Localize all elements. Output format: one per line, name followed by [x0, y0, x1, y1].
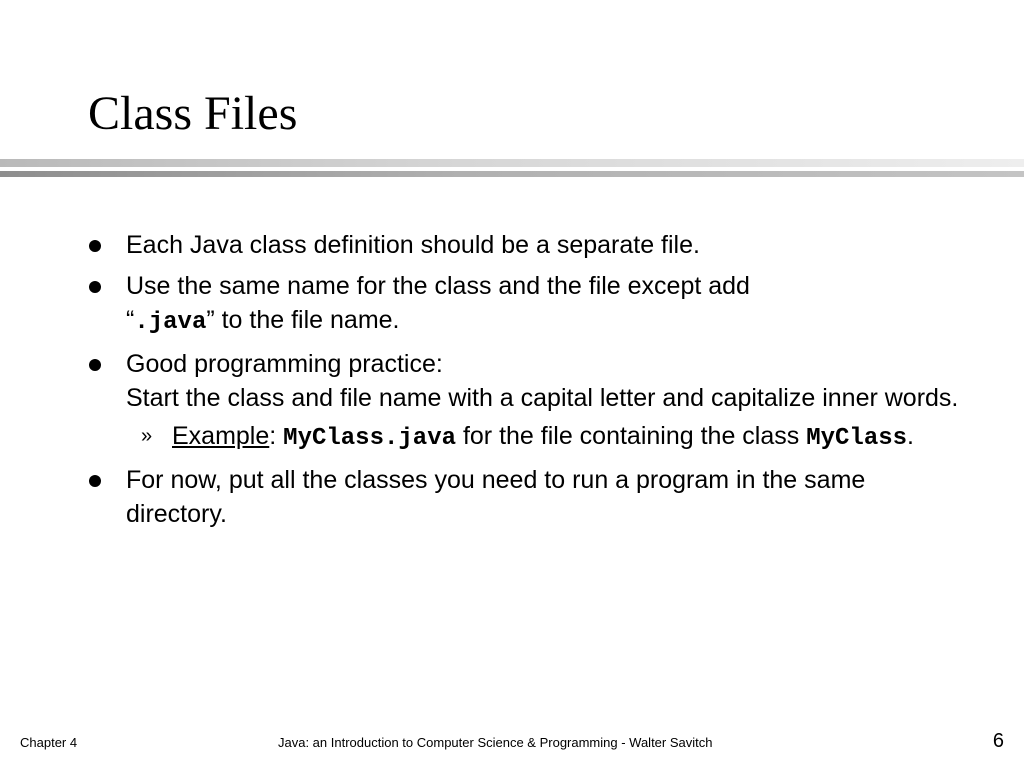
bullet-text: Use the same name for the class and the file except add	[126, 272, 750, 300]
footer-book-title: Java: an Introduction to Computer Science & Programming - Walter Savitch	[278, 735, 713, 750]
bullet-item-separate-file	[88, 228, 968, 262]
example-classname-code: MyClass	[806, 425, 908, 452]
example-filename-code: MyClass.java	[283, 425, 456, 452]
example-period: .	[907, 422, 914, 450]
title-divider-light	[0, 159, 1024, 167]
example-text: for the file containing the class	[456, 422, 800, 450]
sub-bullet-example	[126, 419, 968, 456]
bullet-dot-icon	[89, 240, 101, 252]
bullet-dot-icon	[89, 281, 101, 293]
example-colon: :	[269, 422, 277, 450]
bullet-item-good-practice	[88, 347, 968, 456]
bullet-text: Each Java class definition should be a separate file.	[126, 231, 700, 259]
bullet-dot-icon	[89, 359, 101, 371]
footer-page-number: 6	[992, 730, 1004, 752]
example-label: Example	[172, 422, 270, 450]
title-divider-dark	[0, 171, 1024, 177]
open-quote: “	[126, 306, 135, 334]
bullet-text-continuation: ” to the file name.	[206, 306, 400, 334]
bullet-text: Good programming practice:	[126, 350, 443, 378]
java-extension-code: .java	[134, 309, 207, 336]
bullet-list	[88, 228, 968, 538]
bullet-item-same-name	[88, 269, 968, 340]
sub-bullet-list	[126, 419, 968, 456]
slide-title: Class Files	[88, 87, 298, 140]
bullet-text-detail: Start the class and file name with a capital letter and capitalize inner words.	[126, 384, 959, 412]
double-chevron-icon: »	[141, 425, 153, 447]
bullet-text: For now, put all the classes you need to run a program in the same directory.	[126, 466, 866, 528]
bullet-dot-icon	[89, 475, 101, 487]
bullet-item-same-directory	[88, 463, 968, 531]
footer-chapter: Chapter 4	[20, 735, 78, 750]
